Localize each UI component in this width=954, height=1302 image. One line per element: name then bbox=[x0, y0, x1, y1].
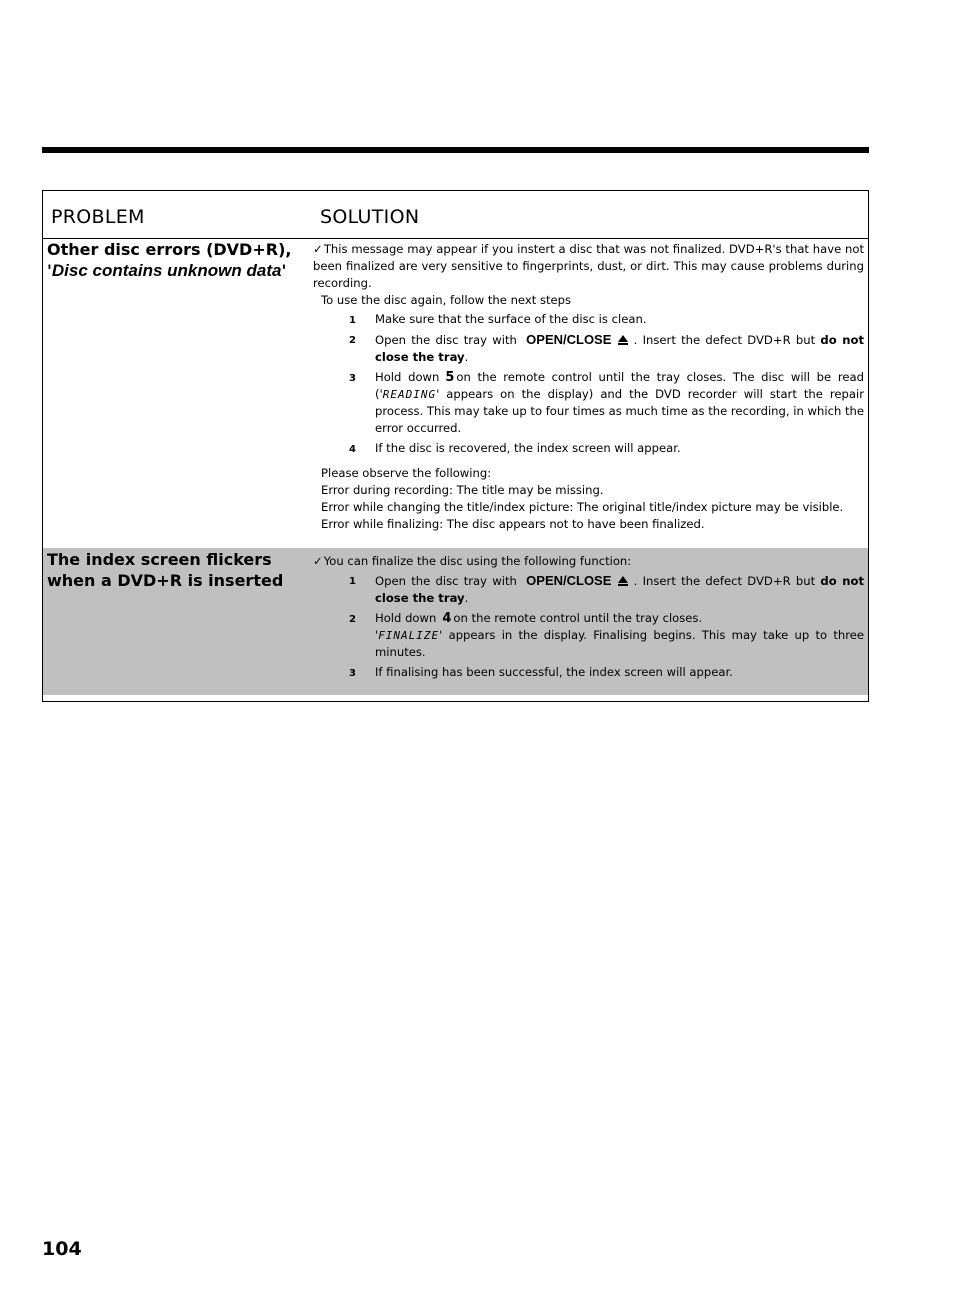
step-number: 3 bbox=[349, 668, 356, 679]
step-item bbox=[313, 311, 864, 328]
check-icon: ✓ bbox=[313, 554, 323, 568]
observe-line: Error while finalizing: The disc appears not to have been finalized. bbox=[321, 517, 705, 531]
step-number: 1 bbox=[349, 576, 356, 587]
steps-list bbox=[313, 311, 864, 457]
table-row bbox=[43, 239, 868, 547]
steps-list bbox=[313, 572, 864, 681]
check-icon: ✓ bbox=[313, 242, 323, 256]
intro-text: You can finalize the disc using the following function: bbox=[323, 554, 632, 568]
step-item bbox=[313, 369, 864, 437]
step-text: ' appears in the display. Finalising begins. This may take up to three minutes. bbox=[375, 628, 864, 659]
top-rule bbox=[42, 147, 869, 153]
step-text: Open the disc tray with bbox=[375, 333, 517, 347]
observe-line: Error during recording: The title may be missing. bbox=[321, 483, 604, 497]
step-text: If the disc is recovered, the index screen will appear. bbox=[375, 441, 681, 455]
page-number: 104 bbox=[42, 1238, 82, 1260]
step-text: ' bbox=[375, 628, 379, 642]
solution-cell bbox=[313, 553, 864, 684]
problem-end: ' bbox=[281, 261, 287, 280]
step-number: 3 bbox=[349, 373, 356, 384]
problem-text: Other disc errors (DVD+R), ' bbox=[47, 240, 292, 280]
solution-cell bbox=[313, 241, 864, 533]
solution-intro bbox=[313, 553, 864, 570]
remote-key: 5 bbox=[445, 370, 455, 385]
eject-icon bbox=[618, 576, 628, 583]
problem-cell bbox=[47, 239, 297, 281]
step-emphasis: do not close the tray bbox=[375, 333, 865, 364]
step-text: on the remote control until the tray closes. bbox=[453, 611, 703, 625]
step-text: Open the disc tray with bbox=[375, 574, 517, 588]
step-text: If finalising has been successful, the index screen will appear. bbox=[375, 665, 733, 679]
step-text: . bbox=[464, 350, 469, 364]
step-item bbox=[313, 610, 864, 661]
observe-line: Please observe the following: bbox=[321, 466, 492, 480]
step-item bbox=[313, 440, 864, 457]
eject-icon bbox=[618, 335, 628, 342]
step-item bbox=[313, 572, 864, 607]
problem-cell: The index screen flickers when a DVD+R is inserted bbox=[47, 550, 284, 590]
solution-intro bbox=[313, 241, 864, 292]
problem-message: Disc contains unknown data bbox=[51, 261, 282, 280]
remote-key: 4 bbox=[442, 611, 452, 626]
step-item bbox=[313, 664, 864, 681]
solution-heading: SOLUTION bbox=[320, 206, 420, 228]
step-text: . bbox=[464, 591, 469, 605]
open-close-key: OPEN/CLOSE bbox=[526, 332, 612, 347]
step-text: Hold down bbox=[375, 370, 440, 384]
step-text: . Insert the defect DVD+R but bbox=[633, 333, 816, 347]
table-row bbox=[43, 548, 868, 695]
step-text: Hold down bbox=[375, 611, 437, 625]
open-close-key: OPEN/CLOSE bbox=[526, 573, 612, 588]
step-text: . Insert the defect DVD+R but bbox=[633, 574, 816, 588]
intro-text: This message may appear if you instert a disc that was not finalized. DVD+R's that have not been finalized are very sensitive to fingerprints, dust, or dirt. This may cause problems during recording. bbox=[313, 242, 865, 290]
step-emphasis: do not close the tray bbox=[375, 574, 865, 605]
display-text: FINALIZE bbox=[378, 629, 440, 642]
step-text: Make sure that the surface of the disc is clean. bbox=[375, 312, 647, 326]
problem-heading: PROBLEM bbox=[51, 206, 145, 228]
step-text: ' appears on the display) and the DVD recorder will start the repair process. This may take up to four times as much time as the recording, in which the error occurred. bbox=[375, 387, 864, 435]
troubleshooting-table bbox=[42, 190, 869, 702]
step-text: on the remote control until the tray closes. The disc will be read (' bbox=[375, 370, 864, 401]
step-number: 1 bbox=[349, 315, 356, 326]
step-number: 2 bbox=[349, 335, 356, 346]
display-text: READING bbox=[382, 388, 437, 401]
step-number: 4 bbox=[349, 444, 356, 455]
solution-intro-2: To use the disc again, follow the next steps bbox=[321, 293, 572, 307]
table-header bbox=[43, 191, 868, 239]
observe-notes bbox=[313, 465, 864, 533]
step-item bbox=[313, 331, 864, 366]
observe-line: Error while changing the title/index picture: The original title/index picture may be visible. bbox=[321, 500, 844, 514]
step-number: 2 bbox=[349, 614, 356, 625]
